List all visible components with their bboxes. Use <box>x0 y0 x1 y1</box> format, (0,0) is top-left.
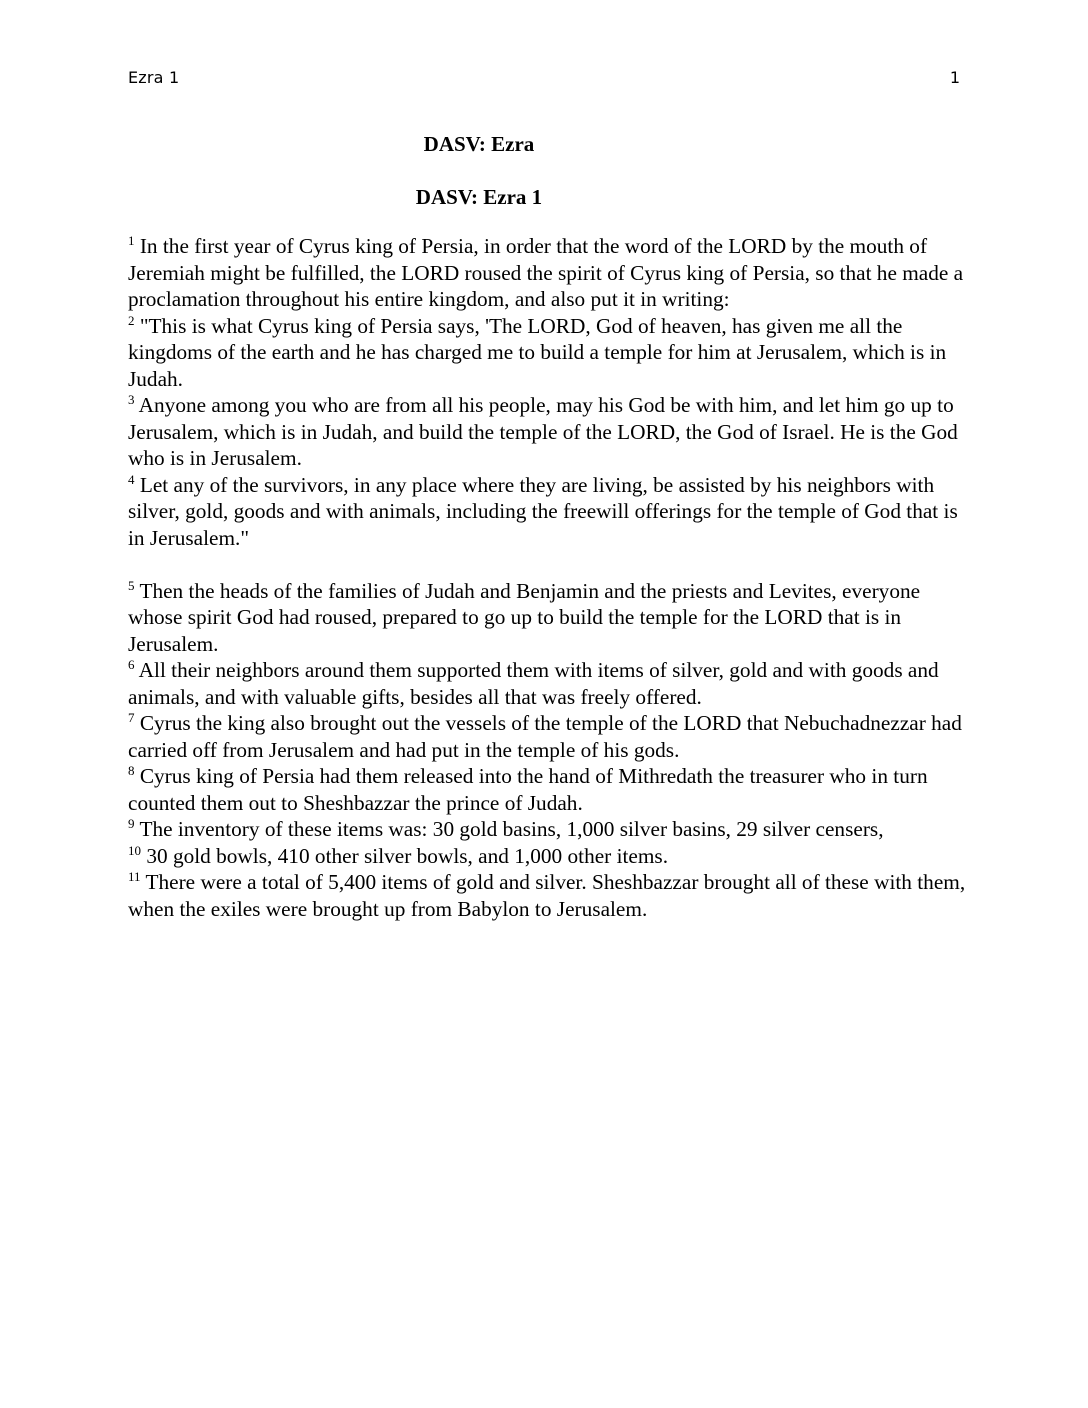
verse-7 <box>128 710 968 763</box>
verse-11 <box>128 869 968 922</box>
verse-1 <box>128 233 968 313</box>
verse-9 <box>128 816 968 843</box>
verse-text: Cyrus king of Persia had them released into the hand of Mithredath the treasurer who in turn counted them out to Sheshbazzar the prince of Judah. <box>128 764 928 815</box>
verse-text: In the first year of Cyrus king of Persia, in order that the word of the LORD by the mouth of Jeremiah might be fulfilled, the LORD roused the spirit of Cyrus king of Persia, so that he made a proclamation throughout his entire kingdom, and also put it in writing: <box>128 234 964 311</box>
verse-10 <box>128 843 968 870</box>
verse-number: 11 <box>128 868 141 884</box>
verse-text: "This is what Cyrus king of Persia says, 'The LORD, God of heaven, has given me all the kingdoms of the earth and he has charged me to build a temple for him at Jerusalem, which is in Judah. <box>128 313 947 391</box>
verse-number: 5 <box>128 577 135 593</box>
verse-number: 2 <box>128 312 135 328</box>
verse-number: 1 <box>128 232 135 248</box>
verse-5 <box>128 578 968 658</box>
verse-text: The inventory of these items was: 30 gold basins, 1,000 silver basins, 29 silver censers, <box>134 817 884 841</box>
running-header-title: Ezra 1 <box>128 68 180 87</box>
verse-number: 9 <box>128 815 135 831</box>
verse-6 <box>128 657 968 710</box>
verse-8 <box>128 763 968 816</box>
verse-2 <box>128 313 968 393</box>
chapter-body <box>128 233 968 922</box>
chapter-title: DASV: Ezra 1 <box>415 185 543 209</box>
verse-3 <box>128 392 968 472</box>
verse-text: Anyone among you who are from all his people, may his God be with him, and let him go up to Jerusalem, which is in Judah, and build the temple of the LORD, the God of Israel. He is the God who is in Jerusalem. <box>128 393 958 470</box>
verse-text: There were a total of 5,400 items of gold and silver. Sheshbazzar brought all of these with them, when the exiles were brought up from Babylon to Jerusalem. <box>128 870 966 921</box>
verse-text: Cyrus the king also brought out the vessels of the temple of the LORD that Nebuchadnezzar had carried off from Jerusalem and had put in the temple of his gods. <box>128 711 962 762</box>
verse-number: 7 <box>128 709 135 725</box>
verse-text: Let any of the survivors, in any place where they are living, be assisted by his neighbors with silver, gold, goods and with animals, including the freewill offerings for the temple of God that is in Jerusalem." <box>128 472 958 550</box>
verse-4 <box>128 472 968 552</box>
verse-number: 3 <box>128 391 135 407</box>
verse-text: All their neighbors around them supported them with items of silver, gold and with goods and animals, and with valuable gifts, besides all that was freely offered. <box>128 658 939 709</box>
verse-number: 10 <box>128 842 141 858</box>
verse-number: 4 <box>128 471 135 487</box>
verse-text: Then the heads of the families of Judah and Benjamin and the priests and Levites, everyone whose spirit God had roused, prepared to go up to build the temple for the LORD that is in Jerusalem. <box>128 578 921 656</box>
verse-number: 8 <box>128 762 135 778</box>
verse-number: 6 <box>128 656 135 672</box>
page-number: 1 <box>949 68 960 87</box>
book-title: DASV: Ezra <box>423 132 535 156</box>
verse-text: 30 gold bowls, 410 other silver bowls, and 1,000 other items. <box>141 843 669 868</box>
